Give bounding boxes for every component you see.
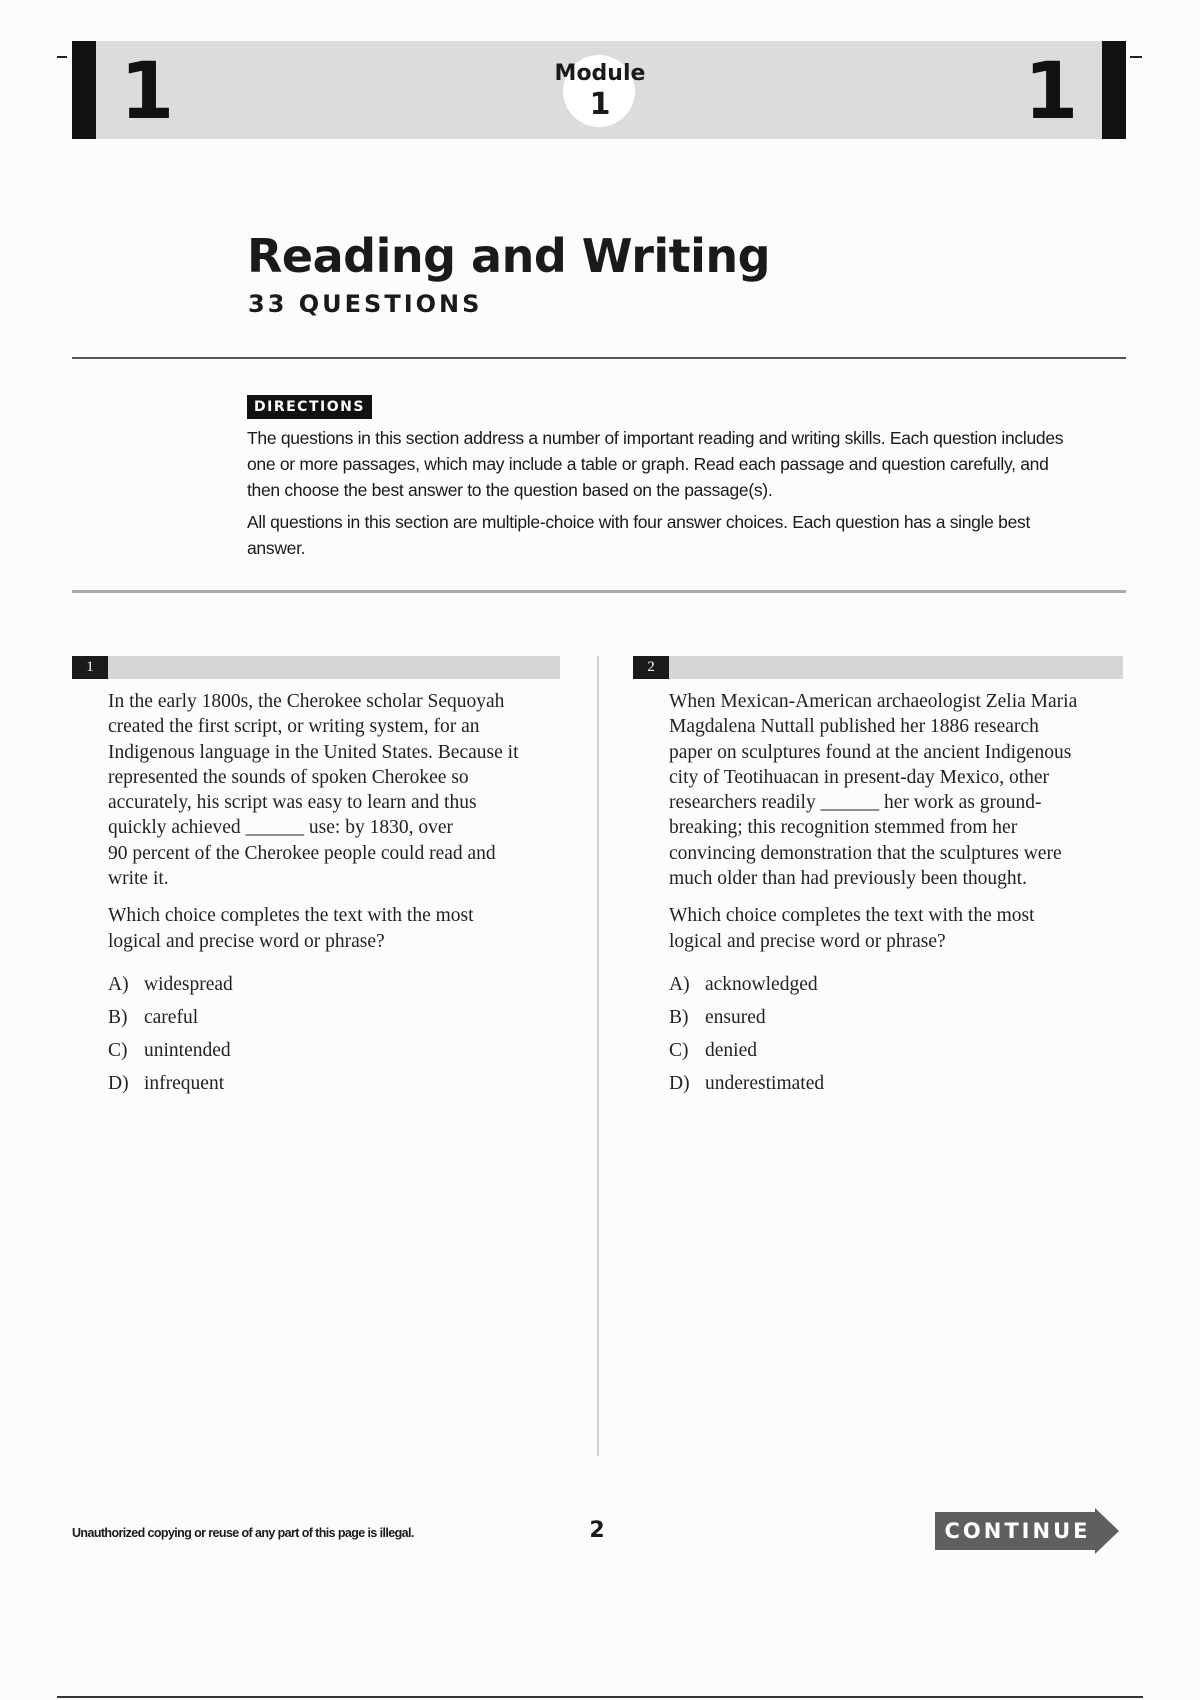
- question-1: [108, 689, 558, 1100]
- passage-line: researchers readily ______ her work as ground-: [669, 792, 1042, 814]
- passage-line: Indigenous language in the United States. Because it: [108, 741, 519, 763]
- passage-line: created the first script, or writing system, for an: [108, 716, 480, 738]
- header-bar-right: [1102, 41, 1126, 139]
- passage-line: convincing demonstration that the sculptures were: [669, 842, 1062, 864]
- divider-rule-top: [72, 357, 1126, 359]
- section-title: Reading and Writing: [247, 229, 771, 283]
- continue-button[interactable]: [935, 1508, 1119, 1554]
- question-header-1: [72, 656, 560, 679]
- passage-line: paper on sculptures found at the ancient Indigenous: [669, 741, 1072, 763]
- crop-mark-top-right: [1130, 56, 1142, 58]
- question-header-2: [633, 656, 1123, 679]
- answer-choice-b[interactable]: [108, 1001, 558, 1034]
- answer-choice-d[interactable]: [669, 1067, 1119, 1100]
- crop-mark-top-left: [57, 56, 67, 58]
- choice-text: widespread: [144, 973, 233, 995]
- question-passage: [108, 689, 558, 891]
- passage-line: In the early 1800s, the Cherokee scholar Sequoyah: [108, 691, 505, 712]
- column-divider: [597, 656, 599, 1456]
- answer-choice-d[interactable]: [108, 1067, 558, 1100]
- choice-text: careful: [144, 1006, 199, 1028]
- choice-text: denied: [705, 1039, 757, 1061]
- copyright-notice: Unauthorized copying or reuse of any part of this page is illegal.: [72, 1526, 414, 1540]
- section-number-left: 1: [120, 47, 175, 137]
- choice-letter: C): [108, 1039, 128, 1061]
- answer-choice-c[interactable]: [108, 1034, 558, 1067]
- choice-letter: D): [669, 1072, 690, 1094]
- passage-line: represented the sounds of spoken Cherokee so: [108, 766, 469, 788]
- question-prompt: [669, 903, 1119, 954]
- section-number-right: 1: [1024, 47, 1079, 137]
- choice-letter: A): [108, 973, 129, 995]
- header-bar-left: [72, 41, 96, 139]
- question-2: [669, 689, 1119, 1100]
- module-label: Module: [554, 61, 646, 86]
- prompt-line: logical and precise word or phrase?: [669, 930, 946, 952]
- answer-choice-a[interactable]: [108, 968, 558, 1001]
- directions-text: [247, 425, 1067, 567]
- choice-text: infrequent: [144, 1072, 225, 1094]
- continue-label: CONTINUE: [944, 1519, 1091, 1543]
- directions-label: DIRECTIONS: [247, 395, 372, 419]
- choice-text: underestimated: [705, 1072, 825, 1094]
- passage-line: accurately, his script was easy to learn and thus: [108, 792, 477, 814]
- module-number: 1: [589, 87, 611, 122]
- page-number: 2: [589, 1518, 605, 1543]
- choice-letter: D): [108, 1072, 129, 1094]
- passage-line: city of Teotihuacan in present-day Mexico, other: [669, 766, 1050, 788]
- passage-line: breaking; this recognition stemmed from her: [669, 817, 1018, 839]
- question-number-badge: 1: [72, 656, 108, 679]
- choice-letter: B): [108, 1006, 128, 1028]
- directions-paragraph: The questions in this section address a number of important reading and writing skills. Each question includes one or more passages, which may include a table or graph. Read each passage and question carefully, and then choose the best answer to the question based on the passage(s).: [247, 428, 1064, 500]
- choice-letter: B): [669, 1006, 689, 1028]
- choice-letter: A): [669, 973, 690, 995]
- directions-paragraph: All questions in this section are multiple-choice with four answer choices. Each question has a single best answer.: [247, 512, 1031, 558]
- passage-line: 90 percent of the Cherokee people could read and: [108, 842, 496, 864]
- prompt-line: logical and precise word or phrase?: [108, 930, 385, 952]
- passage-line: When Mexican-American archaeologist Zelia Maria: [669, 691, 1078, 712]
- answer-choice-b[interactable]: [669, 1001, 1119, 1034]
- question-passage: [669, 689, 1119, 891]
- question-number-badge: 2: [633, 656, 669, 679]
- answer-choices: [669, 968, 1119, 1100]
- divider-rule-bottom: [72, 590, 1126, 593]
- choice-letter: C): [669, 1039, 689, 1061]
- choice-text: unintended: [144, 1039, 231, 1061]
- passage-line: much older than had previously been thought.: [669, 868, 1027, 890]
- question-prompt: [108, 903, 558, 954]
- choice-text: acknowledged: [705, 973, 818, 995]
- prompt-line: Which choice completes the text with the most: [108, 905, 474, 927]
- passage-line: write it.: [108, 868, 169, 890]
- answer-choice-a[interactable]: [669, 968, 1119, 1001]
- answer-choices: [108, 968, 558, 1100]
- passage-line: Magdalena Nuttall published her 1886 research: [669, 716, 1039, 738]
- bottom-rule: [57, 1696, 1143, 1698]
- choice-text: ensured: [705, 1006, 766, 1028]
- prompt-line: Which choice completes the text with the most: [669, 905, 1035, 927]
- passage-line: quickly achieved ______ use: by 1830, over: [108, 817, 453, 839]
- question-count: 33 QUESTIONS: [248, 290, 483, 318]
- answer-choice-c[interactable]: [669, 1034, 1119, 1067]
